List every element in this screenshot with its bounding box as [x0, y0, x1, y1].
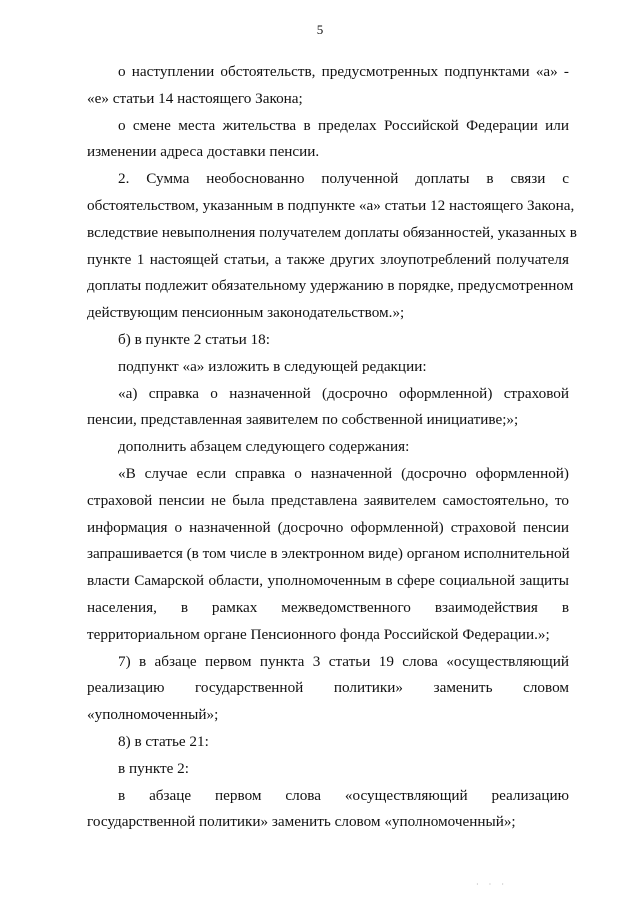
text-line: пенсии, представленная заявителем по собственной инициативе;»;	[87, 411, 519, 429]
text-line: о наступлении обстоятельств, предусмотренных подпунктами «а» -	[118, 63, 569, 80]
text-line: изменении адреса доставки пенсии.	[87, 143, 320, 161]
text-line: страховой пенсии не была представлена заявителем самостоятельно, то	[87, 491, 569, 509]
document-body	[87, 59, 577, 836]
text-line: территориальном органе Пенсионного фонда Российской Федерации.»;	[87, 625, 550, 643]
scan-artifact: · · ·	[476, 880, 508, 889]
text-line: информация о назначенной (досрочно оформленной) страховой пенсии	[87, 518, 569, 536]
text-line: в абзаце первом слова «осуществляющий реализацию	[118, 786, 569, 804]
text-line: 8) в статье 21:	[118, 732, 209, 750]
text-line: власти Самарской области, уполномоченным в сфере социальной защиты	[87, 572, 569, 590]
text-line: б) в пункте 2 статьи 18:	[118, 330, 270, 348]
text-line: реализацию государственной политики» заменить словом	[87, 679, 569, 697]
page-number: 5	[316, 22, 324, 37]
text-line: 7) в абзаце первом пункта 3 статьи 19 слова «осуществляющий	[118, 652, 569, 670]
text-line: подпункт «а» изложить в следующей редакции:	[118, 357, 427, 375]
text-line: в пункте 2:	[118, 759, 189, 777]
text-line: действующим пенсионным законодательством.»;	[87, 304, 405, 322]
text-line: о смене места жительства в пределах Российской Федерации или	[118, 116, 569, 134]
text-line: «е» статьи 14 настоящего Закона;	[87, 89, 303, 107]
text-line: вследствие невыполнения получателем доплаты обязанностей, указанных в	[87, 223, 577, 241]
text-line: дополнить абзацем следующего содержания:	[118, 438, 410, 456]
text-line: государственной политики» заменить словом «уполномоченный»;	[87, 813, 516, 831]
text-line: «уполномоченный»;	[87, 706, 219, 724]
text-line: «а) справка о назначенной (досрочно оформленной) страховой	[118, 384, 569, 402]
text-line: пункте 1 настоящей статьи, а также других злоупотреблений получателя	[87, 250, 569, 268]
text-line: «В случае если справка о назначенной (досрочно оформленной)	[118, 464, 569, 482]
text-line: запрашивается (в том числе в электронном виде) органом исполнительной	[87, 545, 570, 563]
text-line: населения, в рамках межведомственного взаимодействия в	[87, 598, 569, 616]
text-line: доплаты подлежит обязательному удержанию в порядке, предусмотренном	[87, 277, 574, 295]
text-line: обстоятельством, указанным в подпункте «а» статьи 12 настоящего Закона,	[87, 196, 575, 214]
text-line: 2. Сумма необоснованно полученной доплаты в связи с	[118, 170, 569, 188]
